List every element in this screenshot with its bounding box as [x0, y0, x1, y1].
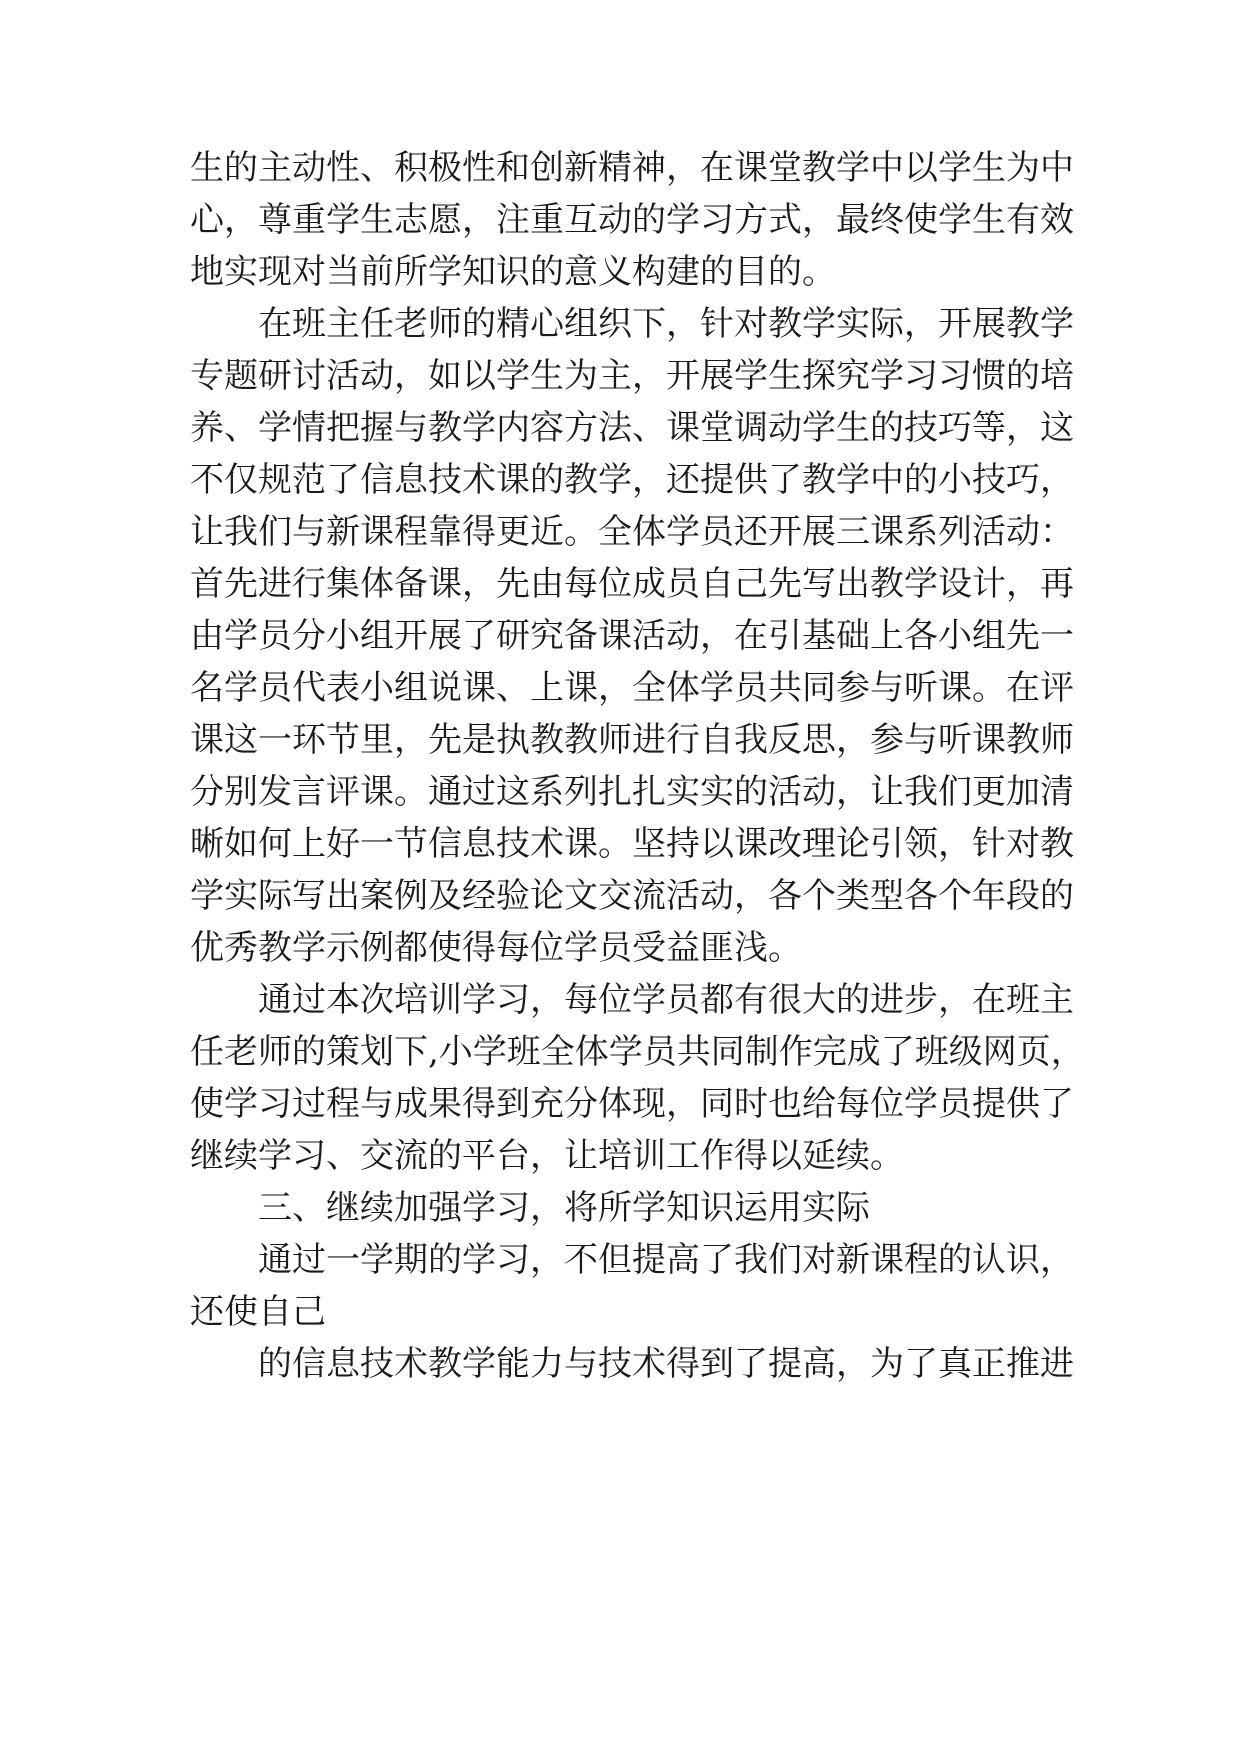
- text-line: 养、学情把握与教学内容方法、课堂调动学生的技巧等，这: [190, 408, 1074, 448]
- text-line: 生的主动性、积极性和创新精神，在课堂教学中以学生为中: [190, 148, 1074, 188]
- text-line: 任老师的策划下,小学班全体学员共同制作完成了班级网页，: [190, 1032, 1085, 1072]
- text-line: 优秀教学示例都使得每位学员受益匪浅。: [190, 928, 802, 968]
- text-line: 的信息技术教学能力与技术得到了提高，为了真正推进: [258, 1344, 1074, 1384]
- text-line: 晰如何上好一节信息技术课。坚持以课改理论引领，针对教: [190, 824, 1074, 864]
- text-line: 通过本次培训学习，每位学员都有很大的进步，在班主: [258, 980, 1074, 1020]
- text-line: 分别发言评课。通过这系列扎扎实实的活动，让我们更加清: [190, 772, 1074, 812]
- text-line: 由学员分小组开展了研究备课活动，在引基础上各小组先一: [190, 616, 1074, 656]
- text-line: 还使自己: [190, 1292, 326, 1332]
- text-line: 专题研讨活动，如以学生为主，开展学生探究学习习惯的培: [190, 356, 1074, 396]
- text-line: 在班主任老师的精心组织下，针对教学实际，开展教学: [258, 304, 1074, 344]
- text-line: 继续学习、交流的平台，让培训工作得以延续。: [190, 1136, 904, 1176]
- text-line: 让我们与新课程靠得更近。全体学员还开展三课系列活动：: [190, 512, 1074, 552]
- text-line: 名学员代表小组说课、上课，全体学员共同参与听课。在评: [190, 668, 1074, 708]
- text-line: 不仅规范了信息技术课的教学，还提供了教学中的小技巧，: [190, 460, 1074, 500]
- text-line: 学实际写出案例及经验论文交流活动，各个类型各个年段的: [190, 876, 1074, 916]
- text-line: 地实现对当前所学知识的意义构建的目的。: [190, 252, 836, 292]
- text-line: 通过一学期的学习，不但提高了我们对新课程的认识，: [258, 1240, 1074, 1280]
- text-line: 课这一环节里，先是执教教师进行自我反思，参与听课教师: [190, 720, 1074, 760]
- text-line: 使学习过程与成果得到充分体现，同时也给每位学员提供了: [190, 1084, 1074, 1124]
- text-line: 心，尊重学生志愿，注重互动的学习方式，最终使学生有效: [190, 200, 1074, 240]
- section-heading: 三、继续加强学习，将所学知识运用实际: [258, 1188, 870, 1228]
- text-line: 首先进行集体备课，先由每位成员自己先写出教学设计，再: [190, 564, 1074, 604]
